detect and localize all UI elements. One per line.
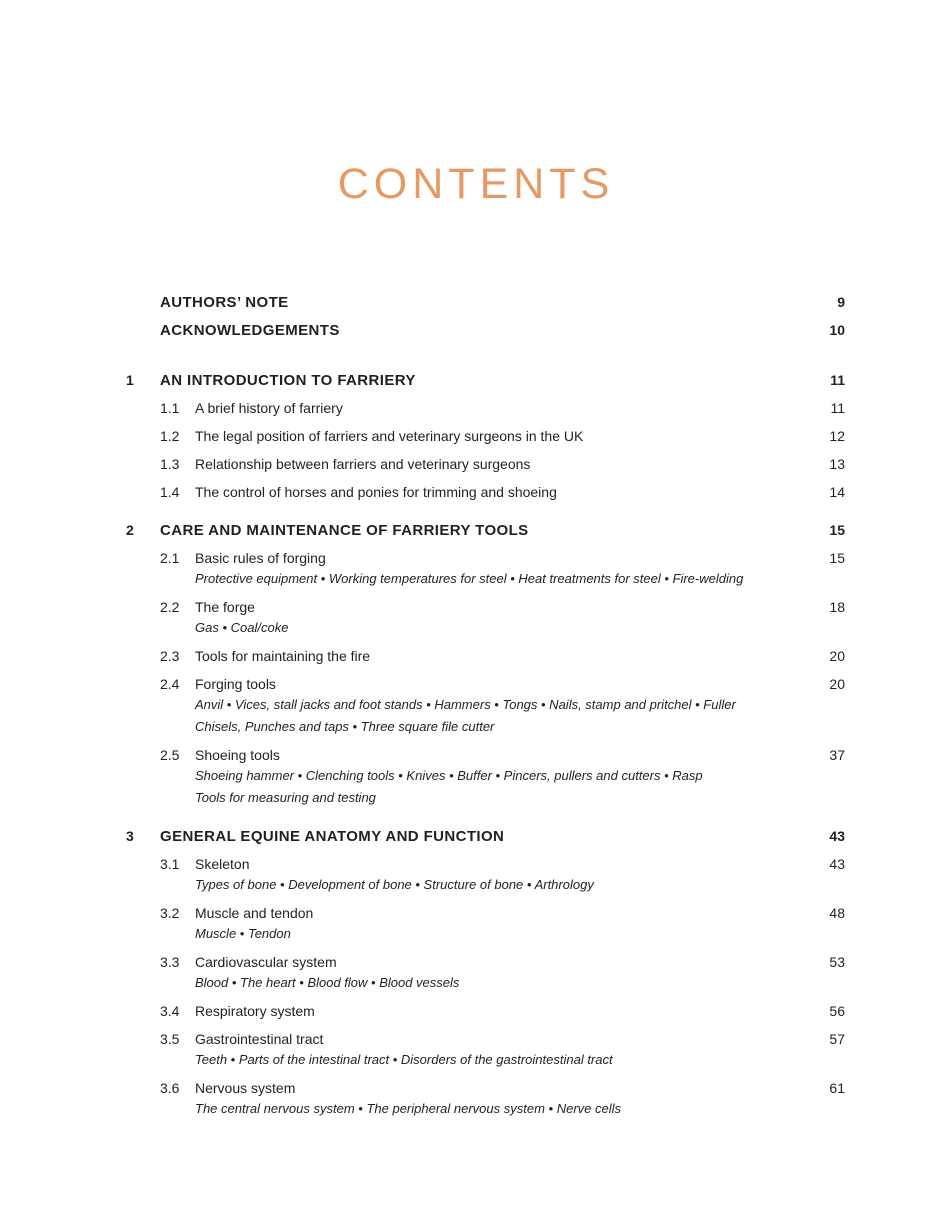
section-title: Tools for maintaining the fire <box>195 648 371 664</box>
section-page: 37 <box>829 747 845 763</box>
section-number: 2.3 <box>160 648 180 664</box>
section-page: 57 <box>829 1031 845 1047</box>
chapter-page: 11 <box>830 372 845 388</box>
section-number: 3.3 <box>160 954 180 970</box>
subsection-list: The central nervous system • The peripheral nervous system • Nerve cells <box>195 1101 621 1116</box>
section-number: 2.1 <box>160 550 180 566</box>
subsection-list: Protective equipment • Working temperatures for steel • Heat treatments for steel • Fire-welding <box>195 571 744 586</box>
subsection-list: Muscle • Tendon <box>195 926 291 941</box>
section-page: 48 <box>829 905 845 921</box>
section-number: 1.4 <box>160 484 180 500</box>
subsection-list: Shoeing hammer • Clenching tools • Knives • Buffer • Pincers, pullers and cutters • Rasp <box>195 768 703 783</box>
chapter-title: GENERAL EQUINE ANATOMY AND FUNCTION <box>160 828 505 845</box>
subsection-list: Chisels, Punches and taps • Three square file cutter <box>195 719 495 734</box>
section-title: Muscle and tendon <box>195 905 314 921</box>
section-page: 13 <box>829 456 845 472</box>
section-number: 3.1 <box>160 856 180 872</box>
section-page: 15 <box>829 550 845 566</box>
section-page: 61 <box>829 1080 845 1096</box>
section-title: Respiratory system <box>195 1003 315 1019</box>
front-matter-title: ACKNOWLEDGEMENTS <box>160 322 340 339</box>
section-page: 11 <box>830 400 845 416</box>
chapter-number: 3 <box>126 828 134 844</box>
section-title: Basic rules of forging <box>195 550 326 566</box>
section-number: 1.3 <box>160 456 180 472</box>
section-number: 1.2 <box>160 428 180 444</box>
section-title: The control of horses and ponies for trimming and shoeing <box>195 484 557 500</box>
front-matter-page: 10 <box>829 322 845 338</box>
section-page: 43 <box>829 856 845 872</box>
section-page: 18 <box>829 599 845 615</box>
subsection-list: Teeth • Parts of the intestinal tract • Disorders of the gastrointestinal tract <box>195 1052 613 1067</box>
section-number: 2.5 <box>160 747 180 763</box>
page-title: CONTENTS <box>337 160 615 208</box>
section-number: 2.4 <box>160 676 180 692</box>
subsection-list: Tools for measuring and testing <box>195 790 376 805</box>
section-title: Forging tools <box>195 676 276 692</box>
chapter-page: 15 <box>829 522 845 538</box>
section-page: 20 <box>829 676 845 692</box>
subsection-list: Gas • Coal/coke <box>195 620 289 635</box>
section-title: Cardiovascular system <box>195 954 337 970</box>
chapter-title: CARE AND MAINTENANCE OF FARRIERY TOOLS <box>160 522 529 539</box>
section-number: 3.5 <box>160 1031 180 1047</box>
section-number: 3.6 <box>160 1080 180 1096</box>
section-page: 56 <box>829 1003 845 1019</box>
section-page: 53 <box>829 954 845 970</box>
subsection-list: Anvil • Vices, stall jacks and foot stands • Hammers • Tongs • Nails, stamp and pritchel • Fuller <box>195 697 736 712</box>
section-number: 3.2 <box>160 905 180 921</box>
chapter-number: 1 <box>126 372 134 388</box>
subsection-list: Blood • The heart • Blood flow • Blood vessels <box>195 975 460 990</box>
section-page: 14 <box>829 484 845 500</box>
section-title: The legal position of farriers and veterinary surgeons in the UK <box>195 428 584 444</box>
section-number: 2.2 <box>160 599 180 615</box>
section-page: 12 <box>829 428 845 444</box>
section-title: Skeleton <box>195 856 250 872</box>
section-title: A brief history of farriery <box>195 400 343 416</box>
section-title: Relationship between farriers and veterinary surgeons <box>195 456 531 472</box>
section-number: 1.1 <box>160 400 180 416</box>
chapter-number: 2 <box>126 522 134 538</box>
section-number: 3.4 <box>160 1003 180 1019</box>
subsection-list: Types of bone • Development of bone • Structure of bone • Arthrology <box>195 877 594 892</box>
section-title: Shoeing tools <box>195 747 280 763</box>
section-title: Gastrointestinal tract <box>195 1031 324 1047</box>
front-matter-page: 9 <box>837 294 845 310</box>
chapter-title: AN INTRODUCTION TO FARRIERY <box>160 372 416 389</box>
chapter-page: 43 <box>829 828 845 844</box>
section-title: The forge <box>195 599 255 615</box>
section-page: 20 <box>829 648 845 664</box>
section-title: Nervous system <box>195 1080 296 1096</box>
front-matter-title: AUTHORS’ NOTE <box>160 294 289 311</box>
